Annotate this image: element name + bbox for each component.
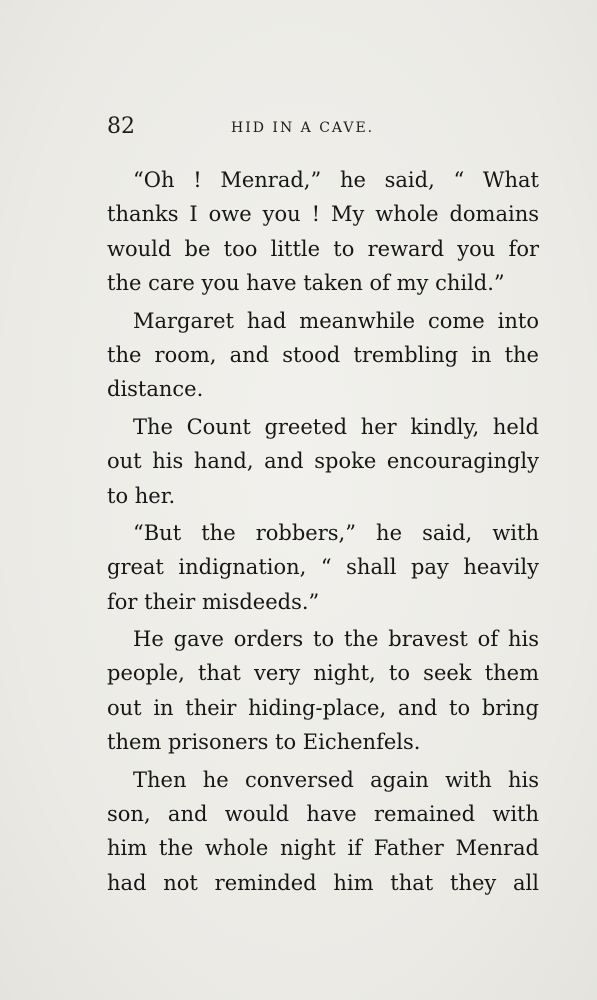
text-line: out his hand, and spoke encouragingly xyxy=(107,449,539,474)
paragraph-4 xyxy=(107,516,539,619)
page-header xyxy=(107,114,539,140)
paragraph-2 xyxy=(107,304,539,407)
paragraph-3 xyxy=(107,410,539,513)
text-line: for their misdeeds.” xyxy=(107,589,320,614)
text-line: had not reminded him that they all xyxy=(107,870,539,895)
text-line: people, that very night, to seek them xyxy=(107,661,539,686)
text-line: him the whole night if Father Menrad xyxy=(107,836,539,861)
text-line: the care you have taken of my child.” xyxy=(107,271,505,296)
paragraph-6 xyxy=(107,763,539,901)
text-line: them prisoners to Eichenfels. xyxy=(107,730,421,755)
text-line: to her. xyxy=(107,483,176,508)
page-number: 82 xyxy=(107,114,135,139)
running-head: HID IN A CAVE. xyxy=(231,120,375,136)
text-line: would be too little to reward you for xyxy=(107,236,539,261)
text-line: thanks I owe you ! My whole domains xyxy=(107,202,539,227)
text-line: the room, and stood trembling in the xyxy=(107,342,539,367)
text-line: distance. xyxy=(107,377,204,402)
text-line: “But the robbers,” he said, with xyxy=(133,520,539,545)
text-line: great indignation, “ shall pay heavily xyxy=(107,555,539,580)
text-line: The Count greeted her kindly, held xyxy=(133,414,539,439)
text-line: Margaret had meanwhile come into xyxy=(133,308,539,333)
text-line: He gave orders to the bravest of his xyxy=(133,627,539,652)
text-line: Then he conversed again with his xyxy=(133,767,539,792)
body-text xyxy=(107,163,539,900)
text-line: “Oh ! Menrad,” he said, “ What xyxy=(133,168,539,192)
paragraph-1 xyxy=(107,163,539,301)
text-line: out in their hiding-place, and to bring xyxy=(107,695,539,720)
paragraph-5 xyxy=(107,622,539,760)
text-line: son, and would have remained with xyxy=(107,802,539,827)
